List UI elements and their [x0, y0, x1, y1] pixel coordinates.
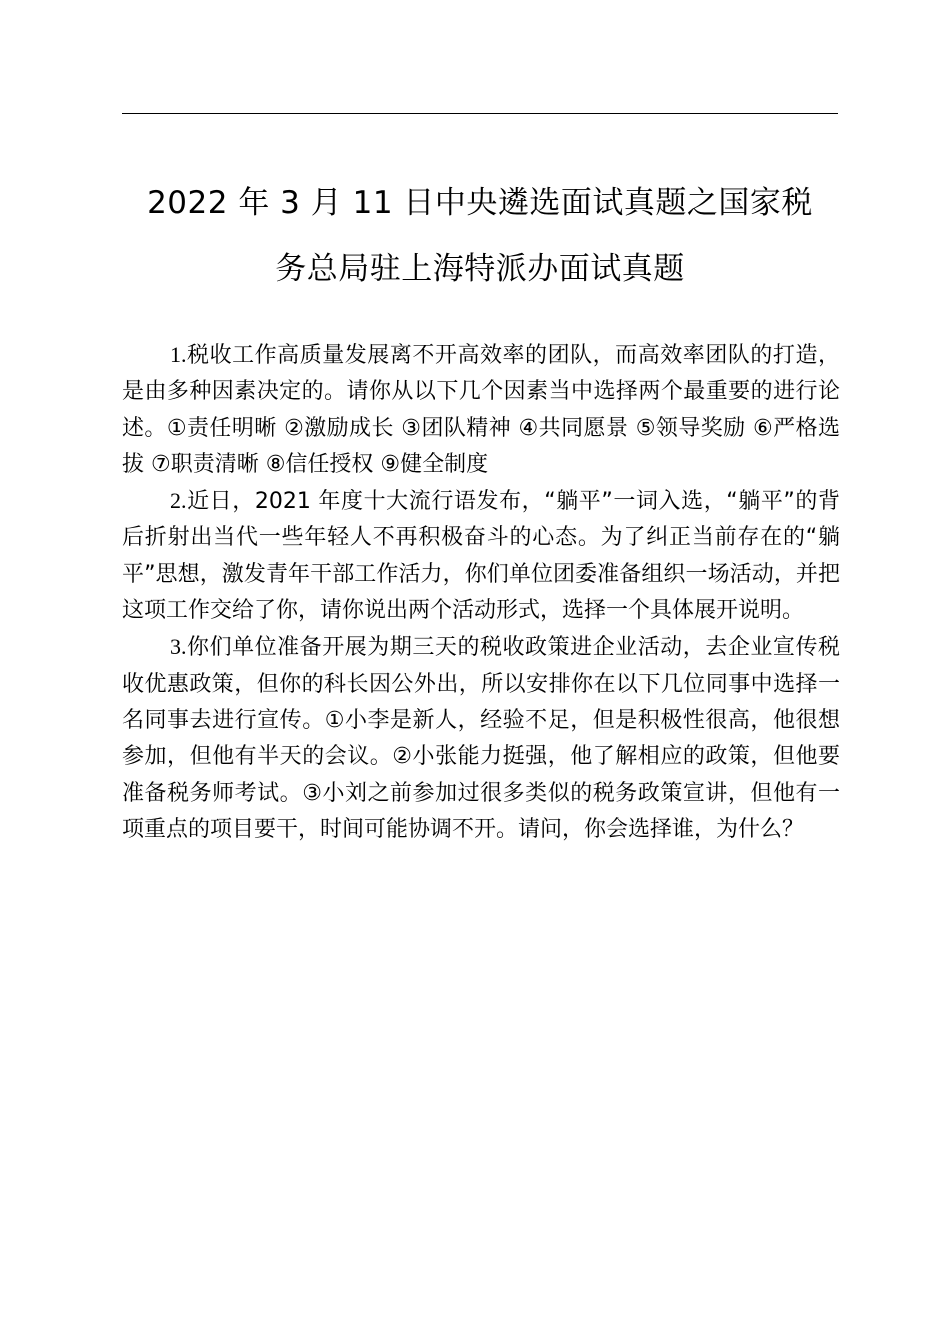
question-3 — [122, 629, 840, 848]
question-number: 2. — [170, 488, 187, 514]
question-text: 近日，2021 年度十大流行语发布，“躺平”一词入选，“躺平”的背后折射出当代一些年轻人不再积极奋斗的心态。为了纠正当前存在的“躺平”思想，激发青年干部工作活力，你们单位团委准备组织一场活动，并把这项工作交给了你，请你说出两个活动形式，选择一个具体展开说明。 — [122, 489, 840, 624]
question-text: 你们单位准备开展为期三天的税收政策进企业活动，去企业宣传税收优惠政策，但你的科长因公外出，所以安排你在以下几位同事中选择一名同事去进行宣传。①小李是新人，经验不足，但是积极性很高，他很想参加，但他有半天的会议。②小张能力挺强，他了解相应的政策，但他要准备税务师考试。③小刘之前参加过很多类似的税务政策宣讲，但他有一项重点的项目要干，时间可能协调不开。请问，你会选择谁，为什么？ — [122, 635, 840, 842]
question-2 — [122, 483, 840, 629]
question-number: 1. — [170, 342, 187, 367]
title-line-1: 2022 年 3 月 11 日中央遴选面试真题之国家税 — [147, 185, 813, 221]
header-rule — [122, 113, 838, 114]
question-text: 税收工作高质量发展离不开高效率的团队，而高效率团队的打造，是由多种因素决定的。请你从以下几个因素当中选择两个最重要的进行论述。①责任明晰 ②激励成长 ③团队精神 ④共同愿景 ⑤领导奖励 ⑥严格选拔 ⑦职责清晰 ⑧信任授权 ⑨健全制度 — [122, 343, 840, 477]
question-1 — [122, 337, 840, 483]
title-line-2: 务总局驻上海特派办面试真题 — [275, 251, 685, 287]
document-body — [122, 337, 840, 848]
question-number: 3. — [170, 634, 187, 660]
document-title — [122, 170, 838, 302]
